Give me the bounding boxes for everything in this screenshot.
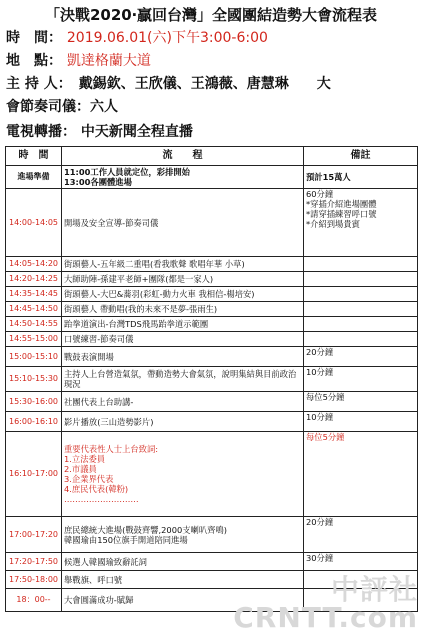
column-header-flow: 流 程 <box>62 147 304 166</box>
row-time: 17:00-17:20 <box>6 517 62 553</box>
row-time: 14:35-14:45 <box>6 287 62 302</box>
row-note <box>304 302 418 317</box>
table-row <box>6 392 418 412</box>
row-time: 進場準備 <box>6 166 62 189</box>
row-note: 20分鐘 <box>304 517 418 553</box>
place-value: 凱達格蘭大道 <box>66 53 151 69</box>
row-flow: 11:00工作人員就定位，彩排開始 13:00各團體進場 <box>62 166 304 189</box>
row-note: 10分鐘 <box>304 367 418 392</box>
table-row <box>6 302 418 317</box>
row-note: 每位5分鐘 <box>304 432 418 517</box>
table-row <box>6 432 418 517</box>
row-flow: 庶民總統大進場(戰鼓齊響,2000支喇叭齊鳴) 韓國瑜由150位旗手開道陪同進場 <box>62 517 304 553</box>
row-note <box>304 257 418 272</box>
row-time: 15:10-15:30 <box>6 367 62 392</box>
table-row <box>6 412 418 432</box>
row-note <box>304 287 418 302</box>
place-line <box>6 50 151 70</box>
row-time: 14:05-14:20 <box>6 257 62 272</box>
watermark <box>233 573 418 634</box>
time-label: 時 間： <box>6 30 62 46</box>
row-flow: 開場及安全宣導-節奏司儀 <box>62 189 304 257</box>
row-time: 15:30-16:00 <box>6 392 62 412</box>
column-header-time: 時 間 <box>6 147 62 166</box>
hosts-line1: 主 持 人： 戴錫欽、王欣儀、王鴻薇、唐慧琳 大 <box>6 76 331 92</box>
row-note: 每位5分鐘 <box>304 392 418 412</box>
tv-line <box>6 121 193 141</box>
time-line <box>6 27 268 47</box>
row-flow: 大師助陣-孫建平老師+團隊(都是一家人) <box>62 272 304 287</box>
watermark-line2: CRNTT.com <box>233 601 418 634</box>
row-time: 17:20-17:50 <box>6 553 62 571</box>
tv-value: 中天新聞全程直播 <box>80 124 193 140</box>
column-header-note: 備註 <box>304 147 418 166</box>
row-flow: 重要代表性人士上台致詞: 1.立法委員 2.市議員 3.企業界代表 4.庶民代表(韓粉) ……………………… <box>62 432 304 517</box>
row-time: 14:00-14:05 <box>6 189 62 257</box>
row-flow: 街頭藝人-大巴&蕎羽(彩虹-動力火車 我相信-楊培安) <box>62 287 304 302</box>
page-title: 「決戰2020‧贏回台灣」全國團結造勢大會流程表 <box>45 6 377 24</box>
row-note <box>304 272 418 287</box>
row-flow: 影片播放(三山造勢影片) <box>62 412 304 432</box>
table-row <box>6 332 418 347</box>
table-row <box>6 189 418 257</box>
time-value: 2019.06.01(六)下午3:00-6:00 <box>66 30 268 46</box>
table-row <box>6 272 418 287</box>
row-time: 14:45-14:50 <box>6 302 62 317</box>
row-time: 15:00-15:10 <box>6 347 62 367</box>
table-row <box>6 517 418 553</box>
row-note: 10分鐘 <box>304 412 418 432</box>
table-row <box>6 553 418 571</box>
schedule-table <box>5 146 418 612</box>
hosts-line2: 會節奏司儀：六人 <box>6 99 118 115</box>
row-flow: 口號練習-節奏司儀 <box>62 332 304 347</box>
row-time: 16:00-16:10 <box>6 412 62 432</box>
row-flow: 社團代表上台助講- <box>62 392 304 412</box>
row-flow: 跆拳道演出-台灣TDS飛馬跆拳道示範團 <box>62 317 304 332</box>
table-row <box>6 287 418 302</box>
table-row <box>6 347 418 367</box>
row-flow: 街頭藝人-五年級二重唱(看我歌聲 歌唱年華 小草) <box>62 257 304 272</box>
row-flow: 候選人韓國瑜致辭託詞 <box>62 553 304 571</box>
row-note <box>304 317 418 332</box>
row-time: 14:55-15:00 <box>6 332 62 347</box>
watermark-line1: 中評社 <box>330 573 418 606</box>
row-flow: 戰鼓表演開場 <box>62 347 304 367</box>
table-row <box>6 166 418 189</box>
row-note: 30分鐘 <box>304 553 418 571</box>
table-row <box>6 317 418 332</box>
row-flow: 舉戰旗、呼口號 <box>62 571 304 589</box>
row-note: 60分鐘 *穿插介紹進場團體 *請穿插練習呼口號 *介紹到場貴賓 <box>304 189 418 257</box>
tv-label: 電視轉播： <box>6 124 76 140</box>
row-note: 20分鐘 <box>304 347 418 367</box>
row-time: 18：00-- <box>6 589 62 612</box>
place-label: 地 點： <box>6 53 62 69</box>
table-header-row <box>6 147 418 166</box>
row-flow: 主持人上台營造氣氛，帶動造勢大會氣氛，說明集結與目前政治現況 <box>62 367 304 392</box>
row-flow: 街頭藝人 帶動唱(我的未來不是夢-張雨生) <box>62 302 304 317</box>
row-flow: 大會圓滿成功-賦歸 <box>62 589 304 612</box>
table-row <box>6 257 418 272</box>
row-note <box>304 332 418 347</box>
row-note: 預計15萬人 <box>304 166 418 189</box>
table-row <box>6 367 418 392</box>
row-time: 14:20-14:25 <box>6 272 62 287</box>
row-time: 16:10-17:00 <box>6 432 62 517</box>
row-time: 14:50-14:55 <box>6 317 62 332</box>
row-time: 17:50-18:00 <box>6 571 62 589</box>
